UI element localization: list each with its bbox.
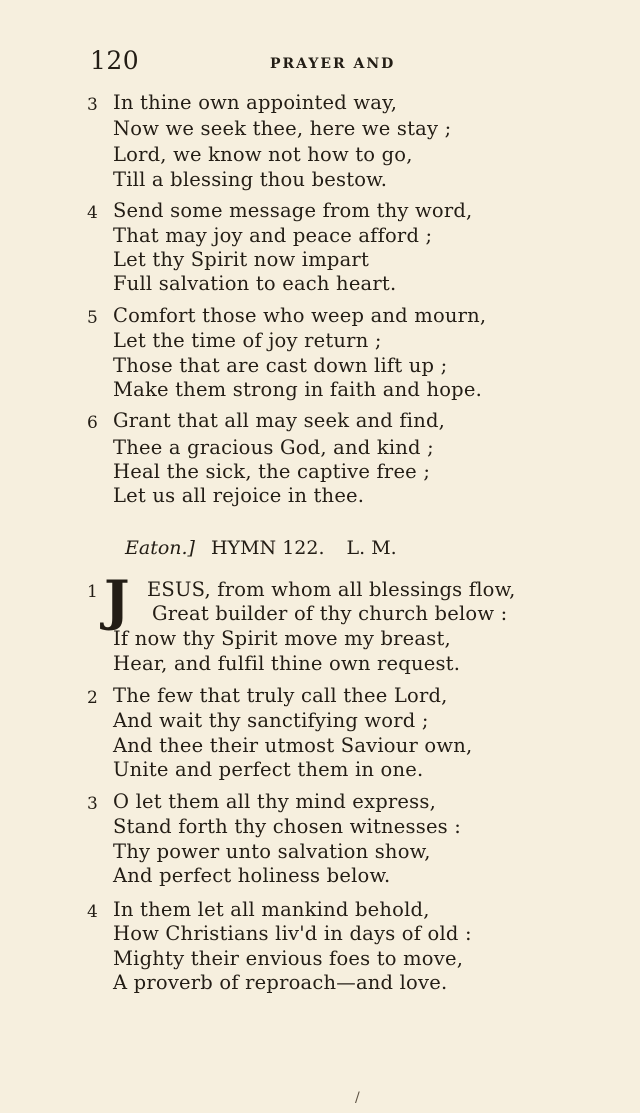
verse-line: Make them strong in faith and hope.	[113, 378, 482, 401]
verse-line: Let thy Spirit now impart	[113, 248, 369, 271]
verse-line: Send some message from thy word,	[113, 199, 473, 222]
verse-line: Let the time of joy return ;	[113, 329, 382, 352]
verse-number: 6	[87, 413, 98, 433]
verse-line: Now we seek thee, here we stay ;	[113, 117, 452, 140]
drop-cap: J	[104, 568, 130, 632]
verse-line: The few that truly call thee Lord,	[113, 684, 448, 707]
tune-name: Eaton.]	[125, 537, 195, 559]
verse-number: 1	[87, 582, 98, 602]
verse-line: Mighty their envious foes to move,	[113, 947, 464, 970]
verse-number: 3	[87, 794, 98, 814]
verse-number: 4	[87, 203, 98, 223]
verse-line: O let them all thy mind express,	[113, 790, 436, 813]
verse-line: In them let all mankind behold,	[113, 898, 430, 921]
running-title: PRAYER AND	[270, 56, 396, 72]
verse-line: If now thy Spirit move my breast,	[113, 627, 451, 650]
verse-line: Those that are cast down lift up ;	[113, 354, 448, 377]
verse-line: And wait thy sanctifying word ;	[113, 709, 429, 732]
page-number: 120	[90, 46, 140, 75]
verse-line: A proverb of reproach—and love.	[113, 971, 448, 994]
verse-line: In thine own appointed way,	[113, 91, 398, 114]
verse-line: And perfect holiness below.	[113, 864, 391, 887]
verse-line: Full salvation to each heart.	[113, 272, 397, 295]
footer-mark: /	[355, 1090, 360, 1106]
verse-number: 3	[87, 95, 98, 115]
verse-number: 2	[87, 688, 98, 708]
verse-line: Comfort those who weep and mourn,	[113, 304, 487, 327]
verse-line: That may joy and peace afford ;	[113, 224, 433, 247]
verse-line: Grant that all may seek and find,	[113, 409, 446, 432]
verse-line: And thee their utmost Saviour own,	[113, 734, 473, 757]
verse-line: Heal the sick, the captive free ;	[113, 460, 431, 483]
verse-line: Thy power unto salvation show,	[113, 840, 431, 863]
verse-number: 4	[87, 902, 98, 922]
verse-line: Lord, we know not how to go,	[113, 143, 413, 166]
verse-line: ESUS, from whom all blessings flow,	[147, 578, 516, 601]
verse-line: Stand forth thy chosen witnesses :	[113, 815, 462, 838]
verse-line: Great builder of thy church below :	[152, 602, 508, 625]
verse-line: Unite and perfect them in one.	[113, 758, 424, 781]
verse-line: Let us all rejoice in thee.	[113, 484, 365, 507]
verse-line: Thee a gracious God, and kind ;	[113, 436, 434, 459]
hymn-metre: L. M.	[346, 537, 397, 559]
hymn-number: HYMN 122.	[210, 537, 325, 559]
verse-line: Till a blessing thou bestow.	[113, 168, 388, 191]
verse-number: 5	[87, 308, 98, 328]
hymn-heading	[125, 537, 397, 559]
verse-line: Hear, and fulfil thine own request.	[113, 652, 461, 675]
verse-line: How Christians liv'd in days of old :	[113, 922, 472, 945]
